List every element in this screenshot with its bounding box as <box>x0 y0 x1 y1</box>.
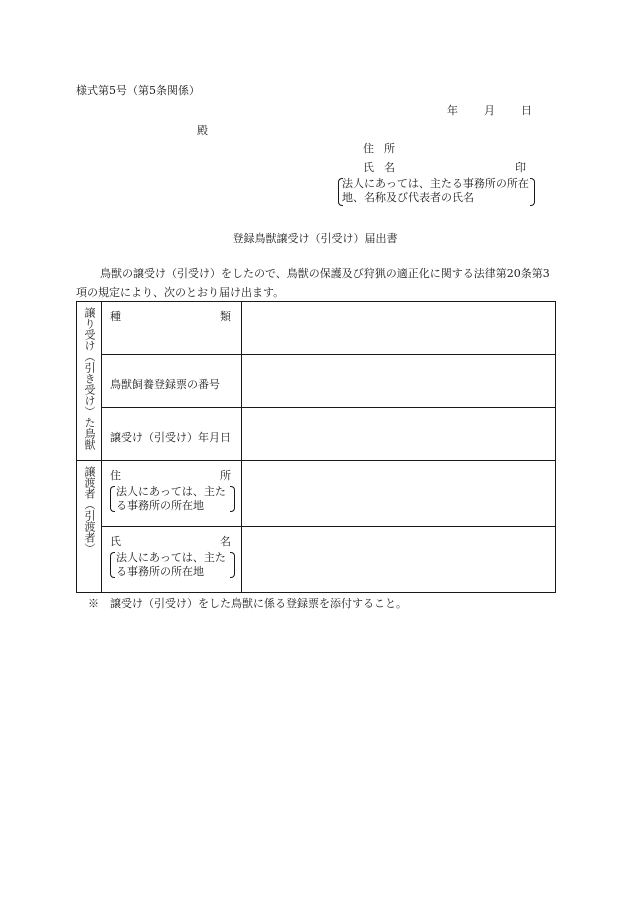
name-label: 氏名 <box>363 161 405 174</box>
date-day: 日 <box>521 104 532 117</box>
form-number: 様式第5号（第5条関係） <box>76 84 200 97</box>
date-year: 年 <box>447 104 458 117</box>
registration-number-value-cell[interactable] <box>242 355 556 408</box>
transferor-name-label <box>102 527 242 593</box>
species-label-b: 類 <box>220 310 231 323</box>
table-row <box>77 461 556 527</box>
table-row <box>77 302 556 355</box>
registration-number-label: 鳥獣飼養登録票の番号 <box>102 355 242 408</box>
notification-table <box>76 301 556 593</box>
address-label-b: 所 <box>220 469 231 482</box>
document-title: 登録鳥獣譲受け（引受け）届出書 <box>232 232 398 245</box>
addressee-suffix: 殿 <box>197 124 208 137</box>
transferor-address-label <box>102 461 242 527</box>
seal-label: 印 <box>515 161 526 174</box>
transfer-date-value-cell[interactable] <box>242 408 556 461</box>
address-sub-note-text: 法人にあっては、主たる事務所の所在地 <box>116 485 226 512</box>
name-label-b: 名 <box>220 535 231 548</box>
table-row <box>77 355 556 408</box>
transfer-date-label: 譲受け（引受け）年月日 <box>102 408 242 461</box>
name-sub-note <box>110 551 235 579</box>
group2-label: 譲渡者（引渡者） <box>83 466 96 554</box>
left-bracket <box>338 178 343 206</box>
right-bracket <box>230 552 235 578</box>
corporate-note <box>338 177 535 207</box>
name-sub-note-text: 法人にあっては、主たる事務所の所在地 <box>116 551 226 578</box>
group2-header-cell <box>77 461 102 593</box>
group1-label: 譲り受け（引き受け）た鳥獣 <box>83 307 96 450</box>
group1-header-cell <box>77 302 102 461</box>
body-text: 鳥獣の譲受け（引受け）をしたので、鳥獣の保護及び狩猟の適正化に関する法律第20条第3項の規定により、次のとおり届け出ます。 <box>76 267 550 299</box>
address-label-a: 住 <box>110 469 121 482</box>
table-row <box>77 527 556 593</box>
address-sub-note <box>110 485 235 513</box>
address-label: 住所 <box>363 142 405 155</box>
name-label-a: 氏 <box>110 535 121 548</box>
row-species-label <box>102 302 242 355</box>
transferor-name-value-cell[interactable] <box>242 527 556 593</box>
species-value-cell[interactable] <box>242 302 556 355</box>
left-bracket <box>110 486 115 512</box>
corporate-note-text: 法人にあっては、主たる事務所の所在地、名称及び代表者の氏名 <box>342 177 529 204</box>
date-line <box>447 104 532 118</box>
species-label-a: 種 <box>110 310 121 323</box>
left-bracket <box>110 552 115 578</box>
right-bracket <box>530 178 535 206</box>
date-month: 月 <box>484 104 495 117</box>
right-bracket <box>230 486 235 512</box>
footnote: ※ 譲受け（引受け）をした鳥獣に係る登録票を添付すること。 <box>88 597 407 610</box>
transferor-address-value-cell[interactable] <box>242 461 556 527</box>
table-row <box>77 408 556 461</box>
